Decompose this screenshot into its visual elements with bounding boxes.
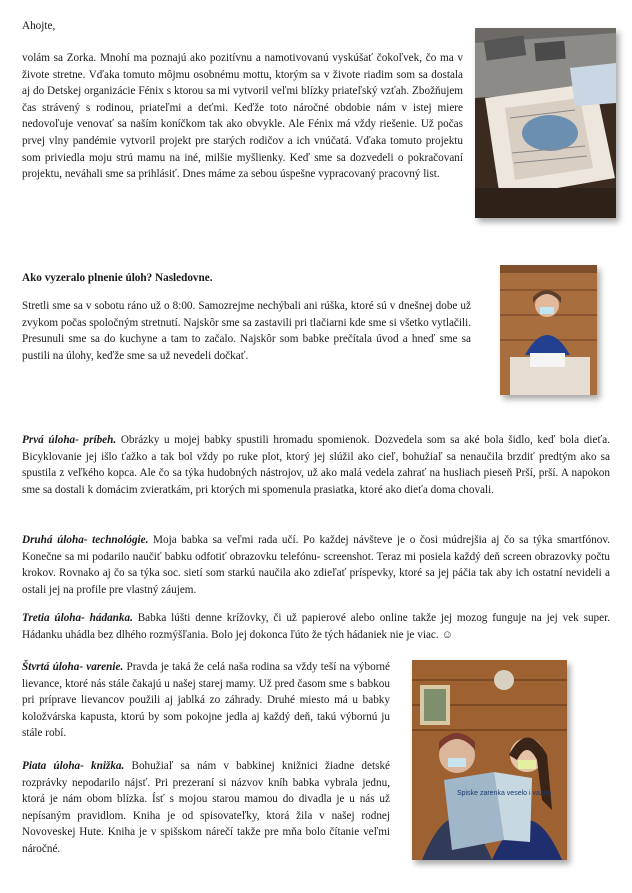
task1-paragraph	[22, 432, 610, 498]
girl-working-photo	[500, 265, 597, 395]
task3-paragraph	[22, 610, 610, 643]
task3-text: Babka lúšti denne krížovky, či už papierové alebo online takže jej mozog funguje na jej vek super. Hádanku uhádla bez dlhého rozmýšľania. Bolo jej dokonca ľúto že tých hádaniek nie je viac. ☺	[22, 612, 610, 641]
task5-title: Piata úloha- knižka.	[22, 760, 125, 772]
task4-text: Pravda je taká že celá naša rodina sa vždy teší na výborné lievance, ktoré nás stále čakajú u našej starej mamy. Už pred časom sme s babkou pri príprave lievancov použili aj jablká zo záhrady. Druhé miesto má u babky koložvárska kapusta, ktorú by som pokojne jedla aj každý deň, takú výbornú ju stále robí.	[22, 661, 390, 740]
task5-paragraph	[22, 758, 390, 858]
task1-text: Obrázky u mojej babky spustili hromadu spomienok. Dozvedela som sa aké bola šidlo, keď bola dieťa. Bicyklovanie jej išlo ťažko a tak bol vždy po ruke plot, ktorý jej slúžil ako cieľ, bohužiaľ sa nenaučila brzdiť predtým ako sa spustila z veľkého kopca. Ale čo sa týka hudobných nástrojov, už ako malá vedela zahrať na husliach pieseň Prší, prší. A napokon sme sa dostali k domácim zvieratkám, pri ktorých mi spomenula prasiatka, ktoré ako dieťa doma chovali.	[22, 434, 610, 496]
task4-title: Štvrtá úloha- varenie.	[22, 661, 124, 673]
meeting-paragraph: Stretli sme sa v sobotu ráno už o 8:00. Samozrejme nechýbali ani rúška, ktoré sú v dnešnej dobe už zvykom počas spoločným stretnutí. Najskôr sme sa zastavili pri tlačiarni kde sme si všetko vytlačili. Presunuli sme sa do kuchyne a tam to začalo. Najskôr som babke prečítala úvod a hneď sme sa pustili na úlohy, keďže sme sa už nevedeli dočkať.	[22, 300, 471, 362]
greeting: Ahojte,	[22, 20, 56, 32]
worksheet-photo	[475, 28, 616, 218]
task4-paragraph	[22, 659, 390, 742]
task5-text: Bohužiaľ sa nám v babkinej knižnici žiadne detské rozprávky nepodarilo nájsť. Pri prezeraní si názvov kníh babka vybrala jednu, ktorá je nám obom blízka. Ísť s mojou starou mamou do divadla je u nás už nepísaným pravidlom. Kniha je od spisovateľky, ktorá žila v našej rodnej Novoveskej Hute. Kniha je v spišskom nárečí takže pre mňa bolo čítanie veľmi náročné.	[22, 760, 390, 855]
section-heading: Ako vyzeralo plnenie úloh? Nasledovne.	[22, 272, 213, 284]
reading-together-photo	[412, 660, 567, 860]
task2-paragraph	[22, 532, 610, 598]
intro-paragraph: volám sa Zorka. Mnohí ma poznajú ako pozitívnu a namotivovanú vyskúšať čokoľvek, čo ma v živote stretne. Vďaka tomuto môjmu osobnému mottu, ktorým sa v živote riadim som sa dostala aj do Detskej organizácie Fénix s ktorou sa mi vytvoril veľmi blízky priateľský vzťah. Zbožňujem čas strávený s rodinou, priateľmi a deťmi. Keďže toto náročné obdobie nám v istej miere nedovoľuje venovať sa naším koníčkom tak ako obvykle. Ale Fénix má vždy riešenie. Už počas prvej vlny pandémie vytvoril projekt pre starých rodičov a ich vnúčatá. Vďaka tomuto projektu som priviedla moju strú mamu na iné, milšie myšlienky. Keď sme sa dozvedeli o pokračovaní projektu, neváhali sme sa prihlásiť. Dnes máme za sebou úspešne vypracovaný pracovný list.	[22, 52, 463, 181]
task1-title: Prvá úloha- príbeh.	[22, 434, 117, 446]
task2-title: Druhá úloha- technológie.	[22, 534, 149, 546]
book-title-text: Spiske zarenka veselo i vazno	[457, 790, 552, 797]
task3-title: Tretia úloha- hádanka.	[22, 612, 133, 624]
task2-text: Moja babka sa veľmi rada učí. Po každej návšteve je o čosi múdrejšia aj čo sa týka smartfónov. Konečne sa mi podarilo naučiť babku odfotiť obrazovku telefónu- screenshot. Teraz mi posiela každý deň screen obrazovky počtu krokov. Rovnako aj čo sa týka soc. sietí som starkú naučila ako zdieľať príspevky, ktoré sa jej páčia tak aby ich ostatní nevideli a ostali jej na profile pre vlastný záujem.	[22, 534, 610, 596]
